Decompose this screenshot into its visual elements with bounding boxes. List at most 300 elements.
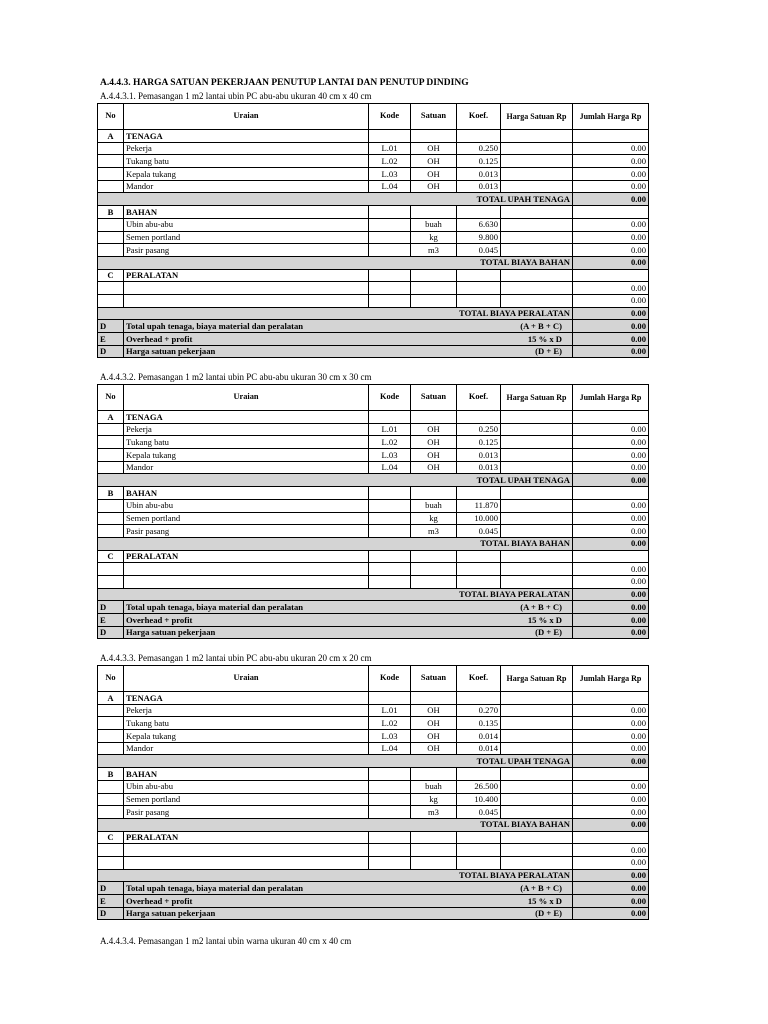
jumlah-cell: 0.00: [573, 168, 649, 181]
koef-cell: 0.014: [457, 742, 501, 755]
empty-cell: [501, 768, 573, 781]
satuan-cell: buah: [411, 499, 457, 512]
koef-cell: 0.013: [457, 180, 501, 193]
harga-satuan-cell: [501, 142, 573, 155]
no-cell: [98, 142, 124, 155]
satuan-cell: OH: [411, 449, 457, 462]
total-alat-row: [98, 307, 649, 320]
koef-cell: 0.013: [457, 449, 501, 462]
no-cell: [98, 512, 124, 525]
table-row: [98, 742, 649, 755]
uraian-cell: Kepala tukang: [124, 449, 369, 462]
total-value: 0.00: [573, 869, 649, 882]
harga-satuan-cell: [501, 780, 573, 793]
summary-code: D: [98, 626, 124, 639]
no-cell: [98, 244, 124, 257]
price-analysis-table: [97, 384, 649, 639]
group-name: BAHAN: [124, 768, 369, 781]
summary-value: 0.00: [573, 895, 649, 908]
summary-formula: 15 % x D: [457, 333, 573, 346]
header-jumlah-harga: Jumlah Harga Rp: [573, 666, 649, 692]
table-row: [98, 563, 649, 576]
no-cell: [98, 168, 124, 181]
satuan-cell: OH: [411, 155, 457, 168]
table-row: [98, 512, 649, 525]
koef-cell: [457, 563, 501, 576]
empty-cell: [369, 269, 411, 282]
uraian-cell: Semen portland: [124, 512, 369, 525]
table-row: [98, 180, 649, 193]
harga-satuan-cell: [501, 512, 573, 525]
group-letter: A: [98, 692, 124, 705]
koef-cell: 0.135: [457, 717, 501, 730]
no-cell: [98, 218, 124, 231]
group-letter: B: [98, 768, 124, 781]
kode-cell: [369, 244, 411, 257]
harga-satuan-cell: [501, 704, 573, 717]
header-kode: Kode: [369, 385, 411, 411]
empty-cell: [501, 269, 573, 282]
satuan-cell: kg: [411, 793, 457, 806]
empty-cell: [411, 692, 457, 705]
no-cell: [98, 742, 124, 755]
no-cell: [98, 856, 124, 869]
header-uraian: Uraian: [124, 104, 369, 130]
kode-cell: [369, 575, 411, 588]
summary-row: [98, 882, 649, 895]
group-letter: C: [98, 550, 124, 563]
header-satuan: Satuan: [411, 104, 457, 130]
summary-code: D: [98, 601, 124, 614]
total-value: 0.00: [573, 755, 649, 768]
kode-cell: L.02: [369, 436, 411, 449]
header-satuan: Satuan: [411, 385, 457, 411]
group-row-tenaga: [98, 130, 649, 143]
kode-cell: L.03: [369, 730, 411, 743]
jumlah-cell: 0.00: [573, 742, 649, 755]
jumlah-cell: 0.00: [573, 717, 649, 730]
satuan-cell: OH: [411, 423, 457, 436]
harga-satuan-cell: [501, 563, 573, 576]
summary-code: D: [98, 345, 124, 358]
summary-label: Harga satuan pekerjaan: [124, 345, 457, 358]
jumlah-cell: 0.00: [573, 525, 649, 538]
jumlah-cell: 0.00: [573, 180, 649, 193]
group-row-peralatan: [98, 269, 649, 282]
empty-cell: [411, 831, 457, 844]
empty-cell: [369, 692, 411, 705]
total-value: 0.00: [573, 818, 649, 831]
jumlah-cell: 0.00: [573, 856, 649, 869]
group-row-peralatan: [98, 550, 649, 563]
no-cell: [98, 449, 124, 462]
header-satuan: Satuan: [411, 666, 457, 692]
empty-cell: [411, 550, 457, 563]
harga-satuan-cell: [501, 742, 573, 755]
summary-formula: 15 % x D: [457, 614, 573, 627]
summary-row: [98, 333, 649, 346]
group-row-tenaga: [98, 411, 649, 424]
summary-formula: (D + E): [457, 345, 573, 358]
harga-satuan-cell: [501, 231, 573, 244]
section-title: A.4.4.3.3. Pemasangan 1 m2 lantai ubin PC abu-abu ukuran 20 cm x 20 cm: [100, 653, 372, 663]
table-row: [98, 423, 649, 436]
koef-cell: [457, 575, 501, 588]
total-label: TOTAL UPAH TENAGA: [98, 193, 573, 206]
kode-cell: L.01: [369, 142, 411, 155]
harga-satuan-cell: [501, 155, 573, 168]
empty-cell: [573, 411, 649, 424]
satuan-cell: OH: [411, 717, 457, 730]
total-bahan-row: [98, 537, 649, 550]
empty-cell: [501, 130, 573, 143]
empty-cell: [369, 411, 411, 424]
summary-row: [98, 895, 649, 908]
header-uraian: Uraian: [124, 385, 369, 411]
summary-label: Harga satuan pekerjaan: [124, 626, 457, 639]
koef-cell: [457, 856, 501, 869]
kode-cell: [369, 282, 411, 295]
uraian-cell: Ubin abu-abu: [124, 218, 369, 231]
summary-value: 0.00: [573, 907, 649, 920]
uraian-cell: Tukang batu: [124, 717, 369, 730]
no-cell: [98, 231, 124, 244]
header-no: No: [98, 666, 124, 692]
no-cell: [98, 436, 124, 449]
jumlah-cell: 0.00: [573, 499, 649, 512]
empty-cell: [369, 831, 411, 844]
header-harga-satuan: Harga Satuan Rp: [501, 104, 573, 130]
empty-cell: [411, 487, 457, 500]
harga-satuan-cell: [501, 282, 573, 295]
total-value: 0.00: [573, 588, 649, 601]
uraian-cell: [124, 844, 369, 857]
kode-cell: [369, 294, 411, 307]
total-label: TOTAL BIAYA PERALATAN: [98, 307, 573, 320]
table-row: [98, 499, 649, 512]
jumlah-cell: 0.00: [573, 449, 649, 462]
total-label: TOTAL UPAH TENAGA: [98, 474, 573, 487]
uraian-cell: Mandor: [124, 742, 369, 755]
empty-cell: [501, 206, 573, 219]
group-letter: A: [98, 411, 124, 424]
summary-row: [98, 320, 649, 333]
koef-cell: 0.013: [457, 461, 501, 474]
total-upah-row: [98, 193, 649, 206]
empty-cell: [411, 269, 457, 282]
satuan-cell: OH: [411, 461, 457, 474]
uraian-cell: Pekerja: [124, 423, 369, 436]
no-cell: [98, 704, 124, 717]
empty-cell: [457, 206, 501, 219]
table-header-row: [98, 385, 649, 411]
no-cell: [98, 806, 124, 819]
satuan-cell: [411, 282, 457, 295]
table-row: [98, 449, 649, 462]
harga-satuan-cell: [501, 525, 573, 538]
kode-cell: L.04: [369, 180, 411, 193]
kode-cell: L.03: [369, 168, 411, 181]
uraian-cell: Semen portland: [124, 793, 369, 806]
no-cell: [98, 180, 124, 193]
table-row: [98, 436, 649, 449]
summary-value: 0.00: [573, 320, 649, 333]
harga-satuan-cell: [501, 244, 573, 257]
group-letter: A: [98, 130, 124, 143]
table-row: [98, 294, 649, 307]
total-alat-row: [98, 869, 649, 882]
summary-label: Overhead + profit: [124, 614, 457, 627]
harga-satuan-cell: [501, 730, 573, 743]
header-harga-satuan: Harga Satuan Rp: [501, 666, 573, 692]
table-row: [98, 704, 649, 717]
uraian-cell: Pekerja: [124, 704, 369, 717]
kode-cell: L.03: [369, 449, 411, 462]
next-section-title: A.4.4.3.4. Pemasangan 1 m2 lantai ubin warna ukuran 40 cm x 40 cm: [100, 936, 352, 946]
uraian-cell: Kepala tukang: [124, 730, 369, 743]
empty-cell: [457, 550, 501, 563]
koef-cell: 6.630: [457, 218, 501, 231]
kode-cell: L.04: [369, 742, 411, 755]
header-koef: Koef.: [457, 666, 501, 692]
jumlah-cell: 0.00: [573, 704, 649, 717]
table-header-row: [98, 666, 649, 692]
empty-cell: [411, 411, 457, 424]
koef-cell: 0.250: [457, 423, 501, 436]
group-row-tenaga: [98, 692, 649, 705]
no-cell: [98, 563, 124, 576]
kode-cell: L.02: [369, 155, 411, 168]
price-analysis-table: [97, 103, 649, 358]
empty-cell: [457, 411, 501, 424]
satuan-cell: m3: [411, 806, 457, 819]
summary-code: E: [98, 614, 124, 627]
empty-cell: [573, 487, 649, 500]
satuan-cell: kg: [411, 512, 457, 525]
empty-cell: [573, 831, 649, 844]
summary-value: 0.00: [573, 626, 649, 639]
summary-label: Overhead + profit: [124, 895, 457, 908]
no-cell: [98, 423, 124, 436]
kode-cell: [369, 780, 411, 793]
group-letter: B: [98, 206, 124, 219]
jumlah-cell: 0.00: [573, 780, 649, 793]
no-cell: [98, 155, 124, 168]
empty-cell: [411, 768, 457, 781]
no-cell: [98, 525, 124, 538]
empty-cell: [457, 768, 501, 781]
header-kode: Kode: [369, 104, 411, 130]
koef-cell: 0.045: [457, 525, 501, 538]
kode-cell: [369, 806, 411, 819]
harga-satuan-cell: [501, 168, 573, 181]
header-koef: Koef.: [457, 104, 501, 130]
satuan-cell: [411, 294, 457, 307]
empty-cell: [457, 487, 501, 500]
harga-satuan-cell: [501, 180, 573, 193]
summary-value: 0.00: [573, 345, 649, 358]
empty-cell: [501, 831, 573, 844]
section-title: A.4.4.3.2. Pemasangan 1 m2 lantai ubin PC abu-abu ukuran 30 cm x 30 cm: [100, 372, 372, 382]
group-letter: C: [98, 831, 124, 844]
table-row: [98, 730, 649, 743]
uraian-cell: Mandor: [124, 461, 369, 474]
table-row: [98, 575, 649, 588]
satuan-cell: [411, 575, 457, 588]
table-row: [98, 231, 649, 244]
harga-satuan-cell: [501, 294, 573, 307]
summary-formula: (D + E): [457, 626, 573, 639]
harga-satuan-cell: [501, 461, 573, 474]
jumlah-cell: 0.00: [573, 793, 649, 806]
satuan-cell: OH: [411, 436, 457, 449]
summary-label: Harga satuan pekerjaan: [124, 907, 457, 920]
no-cell: [98, 844, 124, 857]
uraian-cell: [124, 563, 369, 576]
total-bahan-row: [98, 818, 649, 831]
summary-row: [98, 601, 649, 614]
harga-satuan-cell: [501, 218, 573, 231]
satuan-cell: [411, 844, 457, 857]
header-no: No: [98, 385, 124, 411]
table-row: [98, 793, 649, 806]
kode-cell: [369, 231, 411, 244]
koef-cell: 26.500: [457, 780, 501, 793]
summary-code: D: [98, 320, 124, 333]
uraian-cell: Semen portland: [124, 231, 369, 244]
kode-cell: [369, 793, 411, 806]
group-row-bahan: [98, 768, 649, 781]
empty-cell: [369, 206, 411, 219]
header-harga-satuan: Harga Satuan Rp: [501, 385, 573, 411]
summary-code: E: [98, 895, 124, 908]
jumlah-cell: 0.00: [573, 218, 649, 231]
total-label: TOTAL BIAYA BAHAN: [98, 818, 573, 831]
kode-cell: [369, 856, 411, 869]
koef-cell: 0.045: [457, 806, 501, 819]
header-kode: Kode: [369, 666, 411, 692]
uraian-cell: Ubin abu-abu: [124, 780, 369, 793]
uraian-cell: Tukang batu: [124, 436, 369, 449]
table-row: [98, 168, 649, 181]
no-cell: [98, 294, 124, 307]
koef-cell: 0.045: [457, 244, 501, 257]
koef-cell: [457, 294, 501, 307]
jumlah-cell: 0.00: [573, 512, 649, 525]
koef-cell: 9.800: [457, 231, 501, 244]
jumlah-cell: 0.00: [573, 231, 649, 244]
koef-cell: 0.270: [457, 704, 501, 717]
uraian-cell: Pasir pasang: [124, 244, 369, 257]
uraian-cell: Pekerja: [124, 142, 369, 155]
satuan-cell: OH: [411, 168, 457, 181]
header-no: No: [98, 104, 124, 130]
summary-row: [98, 907, 649, 920]
summary-formula: (A + B + C): [457, 601, 573, 614]
koef-cell: [457, 844, 501, 857]
kode-cell: [369, 844, 411, 857]
koef-cell: 0.250: [457, 142, 501, 155]
jumlah-cell: 0.00: [573, 142, 649, 155]
satuan-cell: buah: [411, 780, 457, 793]
koef-cell: 0.125: [457, 155, 501, 168]
summary-code: D: [98, 907, 124, 920]
table-row: [98, 806, 649, 819]
price-analysis-table: [97, 665, 649, 920]
summary-row: [98, 626, 649, 639]
table-row: [98, 461, 649, 474]
harga-satuan-cell: [501, 806, 573, 819]
harga-satuan-cell: [501, 575, 573, 588]
summary-row: [98, 614, 649, 627]
group-name: TENAGA: [124, 411, 369, 424]
group-letter: C: [98, 269, 124, 282]
kode-cell: L.02: [369, 717, 411, 730]
table-row: [98, 525, 649, 538]
empty-cell: [369, 487, 411, 500]
empty-cell: [369, 768, 411, 781]
table-row: [98, 218, 649, 231]
empty-cell: [411, 130, 457, 143]
koef-cell: 0.013: [457, 168, 501, 181]
uraian-cell: [124, 294, 369, 307]
group-name: BAHAN: [124, 487, 369, 500]
jumlah-cell: 0.00: [573, 423, 649, 436]
koef-cell: 10.000: [457, 512, 501, 525]
satuan-cell: buah: [411, 218, 457, 231]
satuan-cell: OH: [411, 742, 457, 755]
summary-code: D: [98, 882, 124, 895]
total-upah-row: [98, 474, 649, 487]
harga-satuan-cell: [501, 717, 573, 730]
summary-formula: (A + B + C): [457, 320, 573, 333]
empty-cell: [457, 130, 501, 143]
empty-cell: [369, 550, 411, 563]
jumlah-cell: 0.00: [573, 575, 649, 588]
header-koef: Koef.: [457, 385, 501, 411]
jumlah-cell: 0.00: [573, 806, 649, 819]
kode-cell: [369, 525, 411, 538]
header-uraian: Uraian: [124, 666, 369, 692]
kode-cell: [369, 218, 411, 231]
kode-cell: [369, 563, 411, 576]
no-cell: [98, 575, 124, 588]
jumlah-cell: 0.00: [573, 844, 649, 857]
summary-formula: (D + E): [457, 907, 573, 920]
satuan-cell: OH: [411, 704, 457, 717]
uraian-cell: [124, 856, 369, 869]
kode-cell: L.01: [369, 423, 411, 436]
uraian-cell: [124, 282, 369, 295]
kode-cell: [369, 512, 411, 525]
harga-satuan-cell: [501, 844, 573, 857]
total-label: TOTAL BIAYA BAHAN: [98, 256, 573, 269]
satuan-cell: OH: [411, 142, 457, 155]
summary-code: E: [98, 333, 124, 346]
group-name: TENAGA: [124, 692, 369, 705]
empty-cell: [573, 550, 649, 563]
total-label: TOTAL UPAH TENAGA: [98, 755, 573, 768]
group-name: TENAGA: [124, 130, 369, 143]
koef-cell: 0.125: [457, 436, 501, 449]
empty-cell: [501, 487, 573, 500]
no-cell: [98, 730, 124, 743]
satuan-cell: m3: [411, 244, 457, 257]
uraian-cell: [124, 575, 369, 588]
kode-cell: L.01: [369, 704, 411, 717]
jumlah-cell: 0.00: [573, 563, 649, 576]
no-cell: [98, 461, 124, 474]
